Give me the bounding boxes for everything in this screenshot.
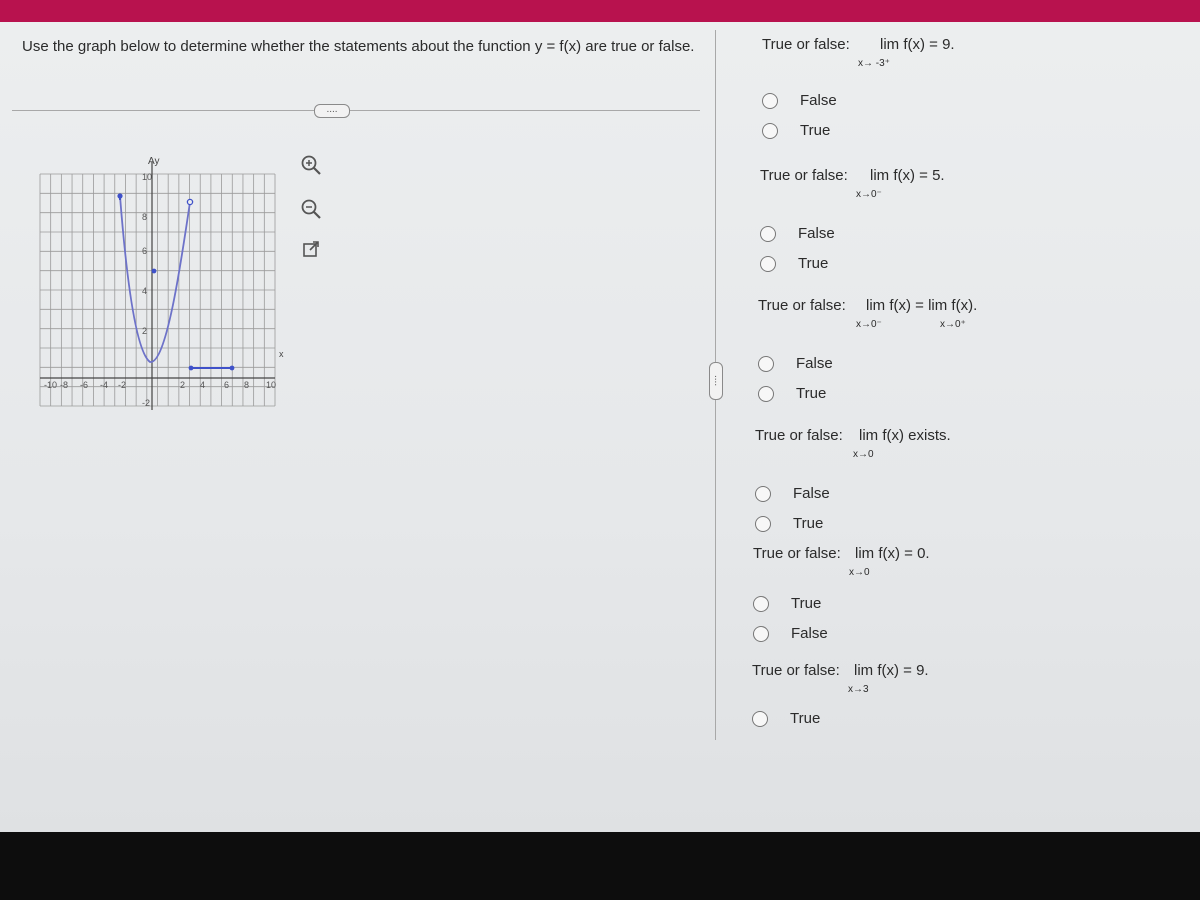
radio-button[interactable] <box>760 226 776 242</box>
x-tick-label: 4 <box>200 380 206 390</box>
option-label: True <box>791 595 822 612</box>
y-tick-label: 2 <box>142 326 148 336</box>
option-label: True <box>798 255 829 272</box>
radio-button[interactable] <box>755 486 771 502</box>
x-tick-label: 8 <box>244 380 250 390</box>
radio-button[interactable] <box>753 626 769 642</box>
option-false[interactable] <box>753 623 1173 653</box>
question-block-6 <box>752 662 1172 738</box>
question-block-1 <box>762 36 1182 150</box>
option-label: False <box>796 355 833 372</box>
closed-point-segment-left <box>189 366 194 371</box>
y-tick-label: -2 <box>142 398 151 408</box>
question-block-4 <box>755 427 1175 543</box>
x-tick-label: -2 <box>118 380 127 390</box>
radio-button[interactable] <box>762 123 778 139</box>
statement-lead: True or false: <box>758 297 846 314</box>
x-axis-label: x <box>279 349 284 359</box>
statement-expression: lim f(x) = 5. <box>870 167 945 184</box>
closed-point-segment-right <box>230 366 235 371</box>
y-tick-label: 8 <box>142 212 148 222</box>
option-true[interactable] <box>762 120 1182 150</box>
x-tick-label: -8 <box>60 380 69 390</box>
y-tick-label: 10 <box>142 172 153 182</box>
option-true[interactable] <box>755 513 1175 543</box>
statement-1 <box>762 36 1182 69</box>
radio-button[interactable] <box>753 596 769 612</box>
monitor-bezel <box>0 832 1200 900</box>
y-axis-label: Ay <box>148 156 160 167</box>
limit-subscript: x→0⁻ <box>856 189 882 200</box>
option-true[interactable] <box>758 383 1188 413</box>
statement-expression: lim f(x) = lim f(x). <box>866 297 978 314</box>
limit-subscript: x→0 <box>849 567 870 578</box>
browser-top-bar <box>0 0 1200 22</box>
x-tick-label: 6 <box>224 380 230 390</box>
graph-grid <box>40 174 275 406</box>
statement-lead: True or false: <box>760 167 848 184</box>
option-label: True <box>796 385 827 402</box>
popout-icon[interactable] <box>300 238 322 260</box>
radio-button[interactable] <box>760 256 776 272</box>
statement-expression: lim f(x) exists. <box>859 427 951 444</box>
radio-button[interactable] <box>752 711 768 727</box>
function-graph <box>30 150 290 420</box>
question-block-2 <box>760 167 1180 283</box>
option-false[interactable] <box>758 353 1188 383</box>
option-false[interactable] <box>762 90 1182 120</box>
x-tick-label: 10 <box>266 380 277 390</box>
limit-subscript: x→0 <box>853 449 874 460</box>
option-label: False <box>798 225 835 242</box>
radio-button[interactable] <box>758 386 774 402</box>
zoom-out-icon[interactable] <box>300 198 322 220</box>
option-true[interactable] <box>752 708 1172 738</box>
question-text: Use the graph below to determine whether the statements about the function y = f(x) are true or false. <box>22 38 695 55</box>
statement-5 <box>753 545 1173 578</box>
more-button[interactable]: .... <box>314 104 350 118</box>
radio-button[interactable] <box>758 356 774 372</box>
statement-lead: True or false: <box>752 662 840 679</box>
x-tick-label: -10 <box>44 380 58 390</box>
question-block-5 <box>753 545 1173 653</box>
x-tick-label: -4 <box>100 380 109 390</box>
limit-subscript-right: x→0⁺ <box>940 319 966 330</box>
parabola-curve <box>120 196 190 362</box>
statement-6 <box>752 662 1172 695</box>
option-label: False <box>791 625 828 642</box>
option-label: True <box>790 710 821 727</box>
statement-3 <box>758 297 1188 330</box>
statement-4 <box>755 427 1175 460</box>
limit-subscript: x→3 <box>848 684 869 695</box>
statement-lead: True or false: <box>753 545 841 562</box>
horizontal-divider <box>12 110 700 111</box>
option-label: True <box>793 515 824 532</box>
y-tick-label: 6 <box>142 246 148 256</box>
statement-lead: True or false: <box>762 36 850 53</box>
option-false[interactable] <box>760 223 1180 253</box>
statement-2 <box>760 167 1180 200</box>
limit-subscript-left: x→0⁻ <box>856 319 882 330</box>
question-block-3 <box>758 297 1188 413</box>
closed-point-mid <box>152 269 157 274</box>
radio-button[interactable] <box>755 516 771 532</box>
option-true[interactable] <box>760 253 1180 283</box>
limit-subscript: x→ -3⁺ <box>858 58 890 69</box>
option-label: True <box>800 122 831 139</box>
closed-point-left-top <box>117 193 122 198</box>
x-tick-labels <box>44 380 276 390</box>
option-false[interactable] <box>755 483 1175 513</box>
x-tick-label: -6 <box>80 380 89 390</box>
statement-lead: True or false: <box>755 427 843 444</box>
option-true[interactable] <box>753 593 1173 623</box>
open-point-right-top <box>187 199 192 204</box>
more-vertical-button[interactable]: .... <box>709 362 723 400</box>
zoom-in-icon[interactable] <box>300 154 322 176</box>
radio-button[interactable] <box>762 93 778 109</box>
statement-expression: lim f(x) = 9. <box>880 36 955 53</box>
option-label: False <box>800 92 837 109</box>
x-tick-label: 2 <box>180 380 186 390</box>
statement-expression: lim f(x) = 9. <box>854 662 929 679</box>
y-tick-label: 4 <box>142 286 148 296</box>
statement-expression: lim f(x) = 0. <box>855 545 930 562</box>
option-label: False <box>793 485 830 502</box>
